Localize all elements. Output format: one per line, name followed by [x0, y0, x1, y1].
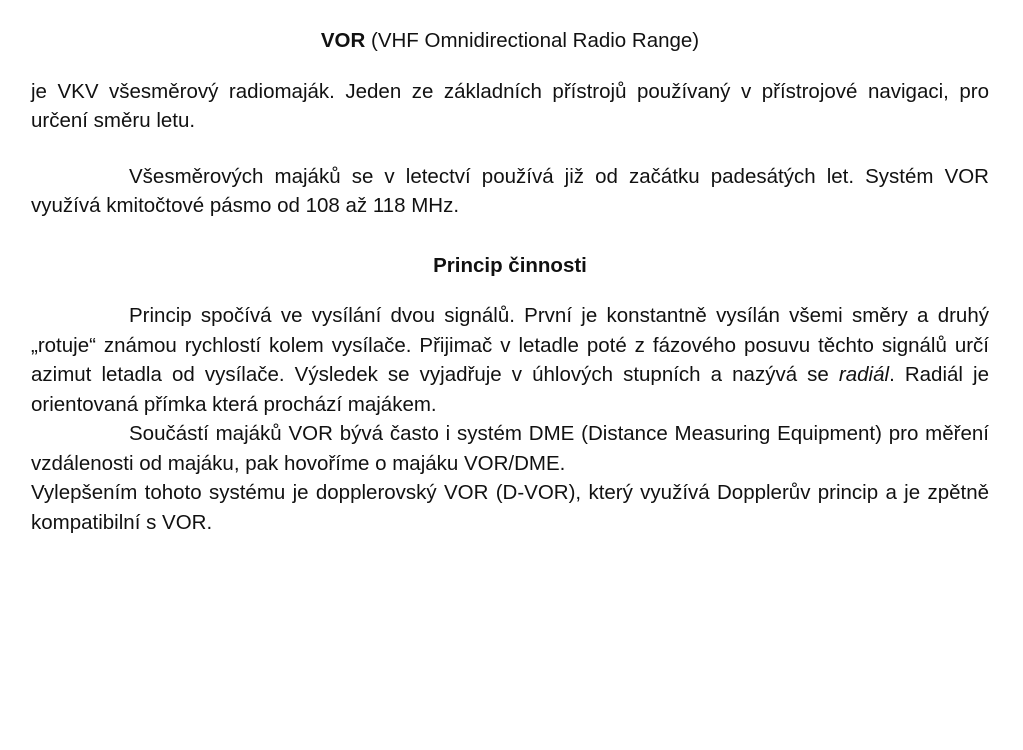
document-page — [31, 26, 989, 537]
dvor-paragraph: Vylepšením tohoto systému je dopplerovský VOR (D-VOR), který využívá Dopplerův princip a je zpětně kompatibilní s VOR. — [31, 481, 989, 534]
radial-term: radiál — [838, 363, 890, 386]
dme-paragraph: Součástí majáků VOR bývá často i systém DME (Distance Measuring Equipment) pro měření vzdálenosti od majáku, pak hovoříme o majáku VOR/DME. — [31, 422, 989, 475]
principle-paragraph — [31, 301, 989, 419]
title-full-name: (VHF Omnidirectional Radio Range) — [371, 29, 700, 52]
document-title — [31, 26, 989, 56]
principle-text-start: Princip spočívá ve vysílání dvou signálů. První je konstantně vysílán všemi směry a druhý „rotuje“ známou rychlostí kolem vysílače. Přijimač v letadle poté z fázového posuvu těchto signálů určí azimut letadla od vysílače. Výsledek se vyjadřuje v úhlových stupních a nazývá se — [31, 304, 989, 386]
intro-paragraph: je VKV všesměrový radiomaják. Jeden ze základních přístrojů používaný v přístrojové navigaci, pro určení směru letu. — [31, 79, 989, 132]
title-abbreviation: VOR — [320, 29, 366, 52]
principle-text-end: . Radiál je orientovaná přímka která prochází majákem. — [31, 363, 989, 416]
history-paragraph: Všesměrových majáků se v letectví používá již od začátku padesátých let. Systém VOR využívá kmitočtové pásmo od 108 až 118 MHz. — [31, 164, 989, 217]
section-heading: Princip činnosti — [433, 253, 587, 277]
